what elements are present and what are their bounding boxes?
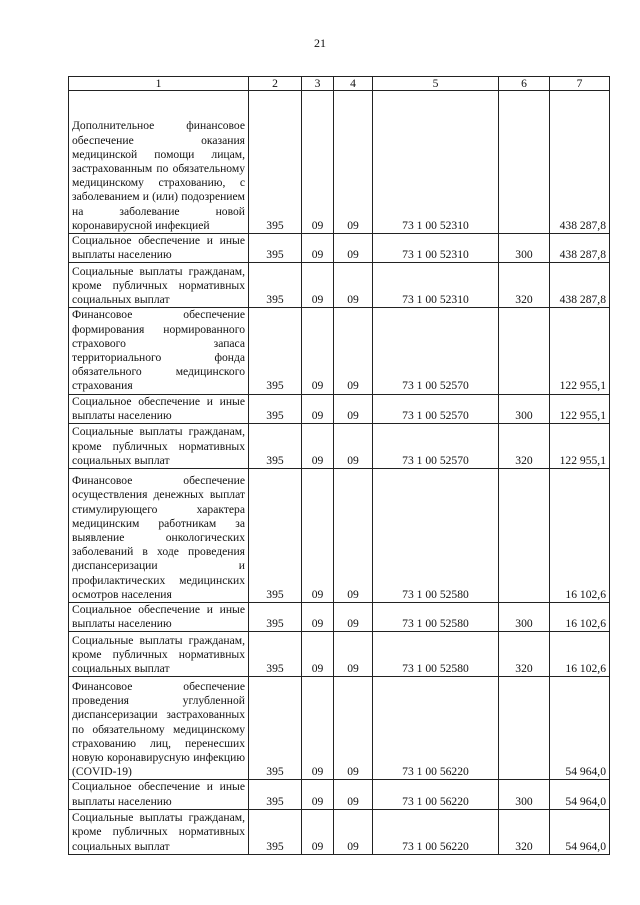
admin-code-cell: 395: [249, 263, 302, 308]
row-description: Социальное обеспечение и иные выплаты населению: [69, 603, 249, 632]
admin-code-cell: 395: [249, 394, 302, 423]
subsection-cell: 09: [334, 632, 373, 677]
row-description: Социальные выплаты гражданам, кроме публичных нормативных социальных выплат: [69, 424, 249, 469]
row-description: Социальное обеспечение и иные выплаты населению: [69, 234, 249, 263]
target-article-cell: 73 1 00 52570: [373, 308, 499, 394]
amount-cell: 54 964,0: [550, 677, 610, 780]
section-cell: 09: [302, 632, 334, 677]
expense-type-cell: 300: [499, 603, 550, 632]
admin-code-cell: 395: [249, 780, 302, 809]
section-cell: 09: [302, 469, 334, 603]
amount-cell: 438 287,8: [550, 263, 610, 308]
section-cell: 09: [302, 780, 334, 809]
table-row: [69, 603, 610, 632]
admin-code-cell: 395: [249, 632, 302, 677]
row-description: Социальные выплаты гражданам, кроме публичных нормативных социальных выплат: [69, 632, 249, 677]
section-cell: 09: [302, 809, 334, 854]
target-article-cell: 73 1 00 52310: [373, 263, 499, 308]
table-row: [69, 424, 610, 469]
amount-cell: 122 955,1: [550, 424, 610, 469]
table-row: [69, 263, 610, 308]
expense-type-cell: 320: [499, 424, 550, 469]
table-row: [69, 308, 610, 394]
table-row: [69, 677, 610, 780]
section-cell: 09: [302, 394, 334, 423]
table-row: [69, 91, 610, 234]
target-article-cell: 73 1 00 52580: [373, 632, 499, 677]
expense-type-cell: 320: [499, 632, 550, 677]
amount-cell: 54 964,0: [550, 780, 610, 809]
section-cell: 09: [302, 424, 334, 469]
expense-type-cell: 320: [499, 263, 550, 308]
amount-cell: 438 287,8: [550, 91, 610, 234]
target-article-cell: 73 1 00 56220: [373, 809, 499, 854]
target-article-cell: 73 1 00 56220: [373, 677, 499, 780]
amount-cell: 16 102,6: [550, 632, 610, 677]
section-cell: 09: [302, 677, 334, 780]
target-article-cell: 73 1 00 52570: [373, 394, 499, 423]
expense-type-cell: [499, 469, 550, 603]
subsection-cell: 09: [334, 677, 373, 780]
table-row: [69, 234, 610, 263]
amount-cell: 438 287,8: [550, 234, 610, 263]
section-cell: 09: [302, 308, 334, 394]
target-article-cell: 73 1 00 52310: [373, 91, 499, 234]
table-row: [69, 469, 610, 603]
expense-type-cell: [499, 677, 550, 780]
amount-cell: 122 955,1: [550, 308, 610, 394]
subsection-cell: 09: [334, 809, 373, 854]
expense-type-cell: 320: [499, 809, 550, 854]
amount-cell: 54 964,0: [550, 809, 610, 854]
amount-cell: 122 955,1: [550, 394, 610, 423]
admin-code-cell: 395: [249, 234, 302, 263]
amount-cell: 16 102,6: [550, 469, 610, 603]
target-article-cell: 73 1 00 52310: [373, 234, 499, 263]
subsection-cell: 09: [334, 424, 373, 469]
table-row: [69, 394, 610, 423]
budget-table: [68, 76, 610, 855]
admin-code-cell: 395: [249, 677, 302, 780]
expense-type-cell: [499, 91, 550, 234]
admin-code-cell: 395: [249, 809, 302, 854]
header-col-3: 3: [302, 77, 334, 91]
subsection-cell: 09: [334, 469, 373, 603]
subsection-cell: 09: [334, 603, 373, 632]
subsection-cell: 09: [334, 91, 373, 234]
header-col-2: 2: [249, 77, 302, 91]
subsection-cell: 09: [334, 263, 373, 308]
subsection-cell: 09: [334, 780, 373, 809]
expense-type-cell: 300: [499, 394, 550, 423]
row-description: Дополнительное финансовое обеспечение оказания медицинской помощи лицам, застрахованным по обязательному медицинскому страхованию, с заболеванием и (или) подозрением на заболевание новой коронавирусной инфекцией: [69, 91, 249, 234]
admin-code-cell: 395: [249, 603, 302, 632]
table-row: [69, 632, 610, 677]
table-row: [69, 809, 610, 854]
row-description: Социальные выплаты гражданам, кроме публичных нормативных социальных выплат: [69, 263, 249, 308]
row-description: Финансовое обеспечение формирования нормированного страхового запаса территориального фонда обязательного медицинского страхования: [69, 308, 249, 394]
section-cell: 09: [302, 603, 334, 632]
table-row: [69, 780, 610, 809]
amount-cell: 16 102,6: [550, 603, 610, 632]
expense-type-cell: 300: [499, 234, 550, 263]
target-article-cell: 73 1 00 52580: [373, 469, 499, 603]
admin-code-cell: 395: [249, 424, 302, 469]
page-number: 21: [314, 36, 326, 50]
admin-code-cell: 395: [249, 308, 302, 394]
section-cell: 09: [302, 91, 334, 234]
header-col-5: 5: [373, 77, 499, 91]
row-description: Социальные выплаты гражданам, кроме публичных нормативных социальных выплат: [69, 809, 249, 854]
admin-code-cell: 395: [249, 469, 302, 603]
table-header-row: [69, 77, 610, 91]
target-article-cell: 73 1 00 56220: [373, 780, 499, 809]
row-description: Финансовое обеспечение осуществления денежных выплат стимулирующего характера медицинским работникам за выявление онкологических заболеваний в ходе проведения диспансеризации и профилактических медицинских осмотров населения: [69, 469, 249, 603]
row-description: Социальное обеспечение и иные выплаты населению: [69, 394, 249, 423]
header-col-4: 4: [334, 77, 373, 91]
row-description: Социальное обеспечение и иные выплаты населению: [69, 780, 249, 809]
row-description: Финансовое обеспечение проведения углубленной диспансеризации застрахованных по обязательному медицинскому страхованию лиц, перенесших новую коронавирусную инфекцию (COVID-19): [69, 677, 249, 780]
expense-type-cell: [499, 308, 550, 394]
subsection-cell: 09: [334, 234, 373, 263]
admin-code-cell: 395: [249, 91, 302, 234]
expense-type-cell: 300: [499, 780, 550, 809]
section-cell: 09: [302, 263, 334, 308]
section-cell: 09: [302, 234, 334, 263]
header-col-1: 1: [69, 77, 249, 91]
target-article-cell: 73 1 00 52570: [373, 424, 499, 469]
target-article-cell: 73 1 00 52580: [373, 603, 499, 632]
header-col-7: 7: [550, 77, 610, 91]
subsection-cell: 09: [334, 308, 373, 394]
header-col-6: 6: [499, 77, 550, 91]
subsection-cell: 09: [334, 394, 373, 423]
